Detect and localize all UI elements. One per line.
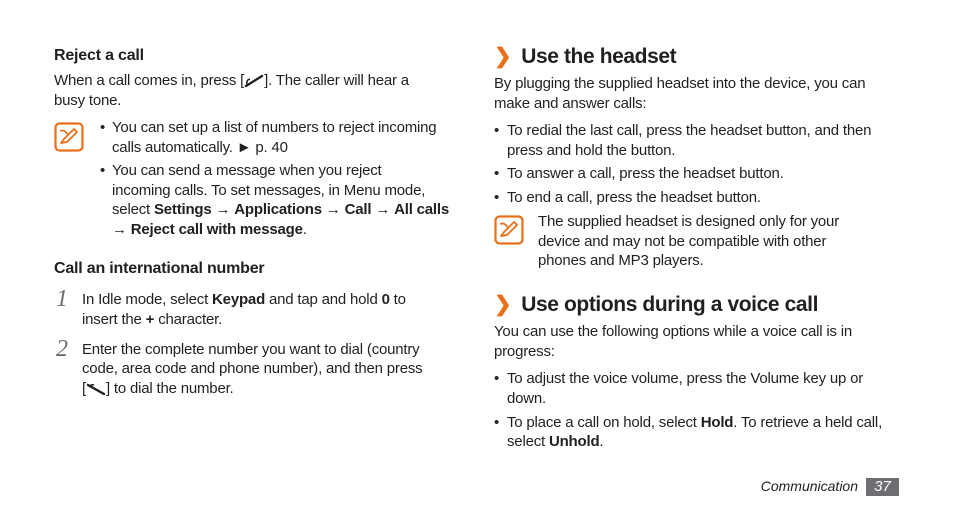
headset-bullet3: To end a call, press the headset button.	[507, 189, 761, 206]
headset-note-line1: The supplied headset is designed only for your	[538, 213, 839, 230]
menu-path-settings: Settings	[153, 201, 212, 218]
unhold-option-label: Unhold	[548, 433, 600, 450]
note2-line3: select Settings → Applications → Call → All calls	[112, 201, 450, 218]
options-bullet1-line2: down.	[507, 390, 547, 407]
note2-line2: incoming calls. To set messages, in Menu mode,	[112, 182, 426, 199]
bullet-marker: •	[100, 162, 106, 179]
step2-line1: Enter the complete number you want to dial (country	[82, 341, 420, 358]
options-intro-line2: progress:	[494, 343, 555, 360]
note-pencil-icon	[494, 215, 524, 245]
headset-intro-line2: make and answer calls:	[494, 95, 647, 112]
bullet-marker: •	[494, 189, 500, 206]
menu-path-call: Call	[344, 201, 372, 218]
dial-key-icon	[86, 382, 106, 402]
headset-bullet2: To answer a call, press the headset button.	[507, 165, 784, 182]
step2-line2: code, area code and phone number), and then press	[82, 360, 423, 377]
menu-path-reject-message: Reject call with message	[130, 221, 303, 238]
note1-line1: You can set up a list of numbers to reject incoming	[112, 119, 437, 136]
headset-bullet1-line2: press and hold the button.	[507, 142, 676, 159]
step1-line2: insert the + character.	[82, 311, 223, 328]
note2-line4: → Reject call with message.	[112, 221, 307, 238]
bullet-marker: •	[100, 119, 106, 136]
end-call-key-icon	[244, 74, 264, 94]
headset-note-line3: phones and MP3 players.	[538, 252, 704, 269]
reject-call-text-line2: busy tone.	[54, 92, 122, 109]
reject-call-heading: Reject a call	[54, 47, 144, 64]
bullet-marker: •	[494, 414, 500, 431]
hold-option-label: Hold	[700, 414, 734, 431]
keypad-label: Keypad	[212, 291, 266, 308]
reject-call-text-line1: When a call comes in, press [ ]. The caller will hear a	[54, 71, 409, 94]
step1-line1: In Idle mode, select Keypad and tap and hold 0 to	[82, 291, 406, 308]
menu-path-applications: Applications	[234, 201, 322, 218]
note1-line2: calls automatically. ► p. 40	[112, 139, 288, 156]
step-number-2: 2	[56, 336, 68, 362]
headset-section-heading: ❯ Use the headset	[494, 45, 677, 68]
headset-intro-line1: By plugging the supplied headset into the device, you can	[494, 75, 866, 92]
options-intro-line1: You can use the following options while a voice call is in	[494, 323, 853, 340]
plus-character: +	[145, 311, 155, 328]
voice-call-options-heading: ❯ Use options during a voice call	[494, 293, 819, 316]
options-bullet1-line1: To adjust the voice volume, press the Volume key up or	[507, 370, 864, 387]
headset-bullet1-line1: To redial the last call, press the headset button, and then	[507, 122, 872, 139]
page-number: 37	[866, 478, 899, 496]
footer-section-name: Communication	[760, 478, 858, 494]
note-pencil-icon	[54, 122, 84, 152]
zero-key-label: 0	[381, 291, 390, 308]
bullet-marker: •	[494, 370, 500, 387]
bullet-marker: •	[494, 122, 500, 139]
headset-note-line2: device and may not be compatible with other	[538, 233, 827, 250]
step2-line3: [ ] to dial the number.	[82, 379, 234, 402]
note2-line1: You can send a message when you reject	[112, 162, 382, 179]
options-bullet2-line2: select Unhold.	[507, 433, 604, 450]
chevron-right-icon: ❯	[494, 293, 512, 316]
chevron-right-icon: ❯	[494, 45, 512, 68]
international-call-heading: Call an international number	[54, 260, 265, 277]
bullet-marker: •	[494, 165, 500, 182]
step-number-1: 1	[56, 286, 68, 312]
menu-path-all-calls: All calls	[394, 201, 450, 218]
options-bullet2-line1: To place a call on hold, select Hold. To retrieve a held call,	[507, 414, 883, 431]
